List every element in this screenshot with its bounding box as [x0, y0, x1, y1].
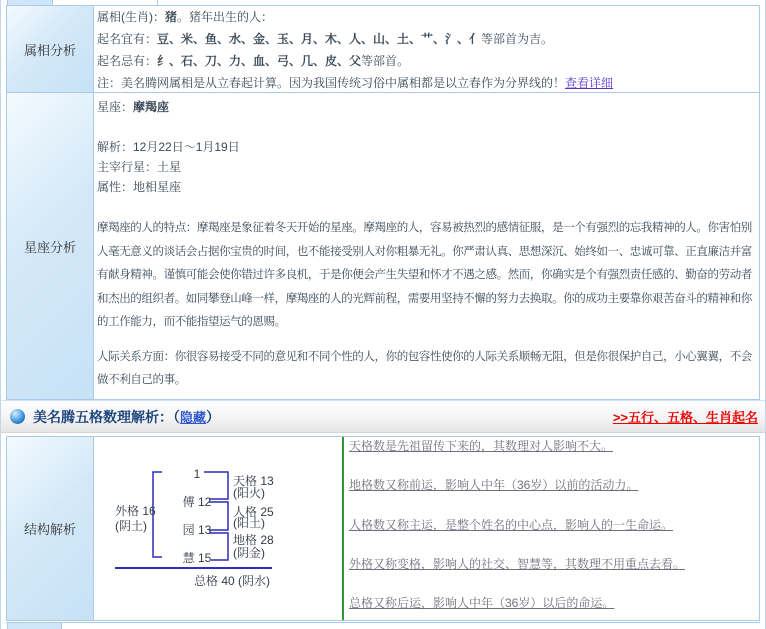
zodiac-line3-suffix: 等部首。 [361, 54, 410, 68]
constellation-attribute-line: 属性：地相星座 [97, 180, 182, 194]
wuge-section-title [33, 407, 220, 427]
zodiac-line-animal [97, 6, 756, 28]
wuge-diagram-cell [94, 437, 342, 620]
zodiac-row-content [94, 6, 759, 92]
constellation-row-content [94, 93, 759, 399]
head-number: 1 [193, 467, 201, 481]
constellation-analysis-row [6, 93, 760, 400]
wuge-diagram [112, 463, 302, 615]
renge-attr: (阳土) [233, 516, 265, 530]
constellation-name-line [97, 97, 756, 117]
constellation-traits-paragraph: 摩羯座的人的特点：摩羯座是象征着冬天开始的星座。摩羯座的人，容易被热烈的感情征服，是一个有强烈的忘我精神的人。你害怕别人毫无意义的谈话会占据你宝贵的时间，也不能接受别人对你粗暴无礼。你严肃认真、思想深沉、始终如一、忠诚可靠、正直廉洁并富有献身精神。谨慎可能会使你错过许多良机，于是你便会产生失望和怀才不遇之感。然而，你确实是个有强烈责任感的、勤奋的劳动者和杰出的组织者。如同攀登山峰一样，摩羯座的人的光辉前程，需要用坚持不懈的努力去换取。你的成功主要靠你艰苦奋斗的精神和你的工作能力，而不能指望运气的恩赐。 [97, 222, 752, 328]
next-table-top-border [6, 622, 760, 623]
zodiac-bad-radicals: 纟、石、刀、力、血、弓、几、皮、父 [157, 54, 362, 68]
outer-grid-attr: (阴土) [115, 519, 147, 533]
view-detail-link[interactable]: 查看详细 [565, 76, 614, 90]
zodiac-line-bad-radicals [97, 50, 756, 72]
zongge-note-link[interactable]: 总格又称后运，影响人中年（36岁）以后的命运。 [349, 596, 615, 610]
wuge-header-bar [0, 400, 766, 433]
grid-notes-column [344, 437, 759, 620]
name-char-2: 园 13 [182, 523, 212, 537]
hide-toggle-link[interactable]: 隐藏 [180, 409, 207, 425]
zodiac-line2-prefix: 起名宜有： [97, 32, 158, 46]
renge-note-link[interactable]: 人格数又称主运，是整个姓名的中心点，影响人的一生命运。 [349, 517, 674, 532]
zodiac-analysis-row [6, 5, 760, 93]
tiange-note-link[interactable]: 天格数是先祖留传下来的，其数理对人影响不大。 [349, 439, 614, 453]
constellation-name-value: 摩羯座 [133, 100, 170, 114]
zodiac-line3-prefix: 起名忌有： [97, 54, 158, 68]
tiange-attr: (阳火) [233, 486, 265, 500]
structure-analysis-row [6, 436, 760, 621]
meimingteng-logo-icon [10, 409, 25, 424]
wuxing-wuge-shengxiao-naming-link[interactable]: >>五行、五格、生肖起名 [612, 410, 758, 425]
constellation-dates-line: 解析：12月22日～1月19日 [97, 140, 240, 154]
dige-attr: (阴金) [233, 546, 265, 560]
structure-row-label [7, 437, 94, 620]
renge-bracket [209, 502, 228, 530]
zodiac-line1-suffix: 。猪年出生的人： [177, 10, 274, 24]
zodiac-row-label [7, 6, 94, 92]
zodiac-animal-value: 猪 [165, 10, 178, 24]
zodiac-note-line [97, 72, 756, 92]
paren-close: ） [206, 408, 221, 425]
constellation-label-text: 星座分析 [23, 239, 76, 255]
zodiac-note-text: 注：美名腾网属相是从立春起计算。因为我国传统习俗中属相都是以立春作为分界线的！ [97, 76, 566, 90]
renge-value: 人格 25 [233, 505, 274, 519]
name-char-3: 慧 15 [182, 551, 212, 565]
next-row-label-cell [7, 623, 62, 629]
dige-note-link[interactable]: 地格数又称前运，影响人中年（36岁）以前的活动力。 [349, 478, 639, 493]
waige-note-link[interactable]: 外格又称变格，影响人的社交、智慧等，其数理不用重点去看。 [349, 556, 686, 571]
zodiac-good-radicals: 豆、米、鱼、水、金、玉、月、木、人、山、土、艹、氵、亻 [157, 32, 482, 46]
dige-value: 地格 28 [233, 533, 274, 547]
zodiac-line-good-radicals [97, 28, 756, 50]
tiange-value: 天格 13 [233, 474, 274, 488]
paren-open: （ [173, 408, 180, 425]
zodiac-label-text: 属相分析 [23, 42, 76, 58]
constellation-planet-line: 主宰行星：土星 [97, 160, 182, 174]
zodiac-line2-suffix: 等部首为吉。 [481, 32, 554, 46]
constellation-relations-paragraph: 人际关系方面：你很容易接受不同的意见和不同个性的人，你的包容性使你的人际关系顺畅无阻，但是你很保护自己，小心翼翼，不会做不利自己的事。 [97, 350, 752, 386]
structure-label-text: 结构解析 [23, 522, 76, 537]
constellation-row-label [7, 93, 94, 399]
name-char-1: 傅 12 [182, 495, 212, 509]
zongge-value: 总格 40 (阴水) [193, 574, 271, 588]
constellation-name-prefix: 星座： [97, 100, 134, 114]
wuge-title-text: 美名腾五格数理解析： [33, 408, 173, 425]
spacer [97, 117, 756, 137]
zodiac-line1-prefix: 属相(生肖)： [97, 10, 165, 24]
outer-grid-value: 外格 16 [115, 504, 156, 518]
dige-bracket [209, 533, 228, 560]
